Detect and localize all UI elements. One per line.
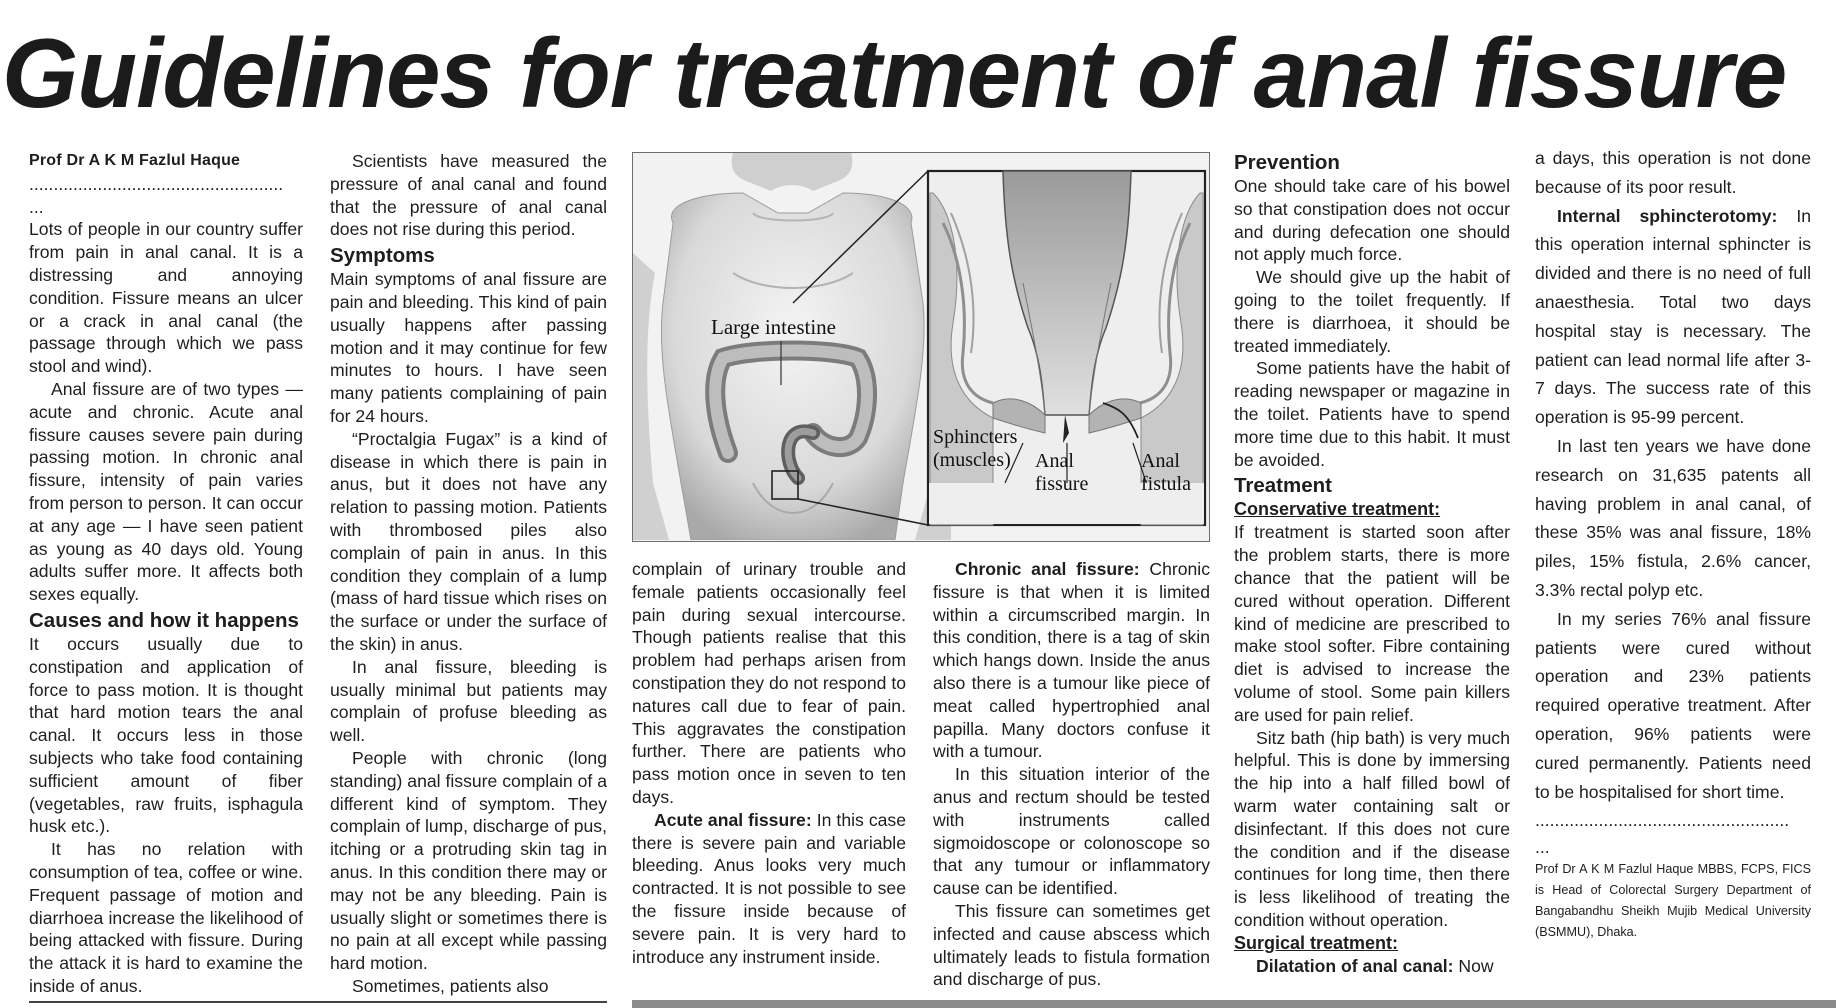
paragraph-text: Now xyxy=(1453,955,1494,976)
paragraph-text: In this case there is severe pain and variable bleeding. Anus looks very much contracted. It is not possible to see the fissure inside because of severe pain. It is very hard to introduce any instrument inside. xyxy=(632,809,906,967)
paragraph: It occurs usually due to constipation and application of force to pass motion. It is thought that hard motion tears the anal canal. It occurs less in those subjects who take food containing sufficient amount of fiber (vegetables, raw fruits, isphagula husk etc.). xyxy=(29,633,303,837)
column-2 xyxy=(330,150,607,998)
label-anal-fissure: Anal xyxy=(1035,450,1074,472)
label-anal-fistula: Anal xyxy=(1141,450,1180,472)
paragraph: Anal fissure are of two types — acute and chronic. Acute anal fissure causes severe pain during passing motion. In chronic anal fissure, intensity of pain varies from person to person. It can occur at any age — I have seen patient as young as 40 days old. Young adults suffer more. It affects both sexes equally. xyxy=(29,378,303,605)
dotted-separator: .................................................... xyxy=(29,173,284,194)
author-bio: Prof Dr A K M Fazlul Haque MBBS, FCPS, FICS is Head of Colorectal Surgery Department of Bangabandhu Sheikh Mujib Medical University (BSMMU), Dhaka. xyxy=(1535,862,1811,940)
paragraph-chronic xyxy=(933,558,1210,763)
paragraph: In last ten years we have done research on 31,635 patents all having problem in anal canal, of these 35% was anal fissure, 18% piles, 15% fistula, 2.6% cancer, 3.3% rectal polyp etc. xyxy=(1535,435,1811,600)
column-3 xyxy=(632,558,906,968)
paragraph: People with chronic (long standing) anal fissure complain of a different kind of symptom. They complain of lump, discharge of pus, itching or a protruding skin tag in anus. In this condition there may or may not be any bleeding. Pain is usually slight or sometimes there is no pain at all except while passing hard motion. xyxy=(330,747,607,974)
dotted-separator-tail: ... xyxy=(29,196,44,217)
byline: Prof Dr A K M Fazlul Haque xyxy=(29,152,241,169)
subheading-symptoms: Symptoms xyxy=(330,244,435,268)
subheading-treatment: Treatment xyxy=(1234,474,1332,498)
subheading-causes: Causes and how it happens xyxy=(29,608,299,632)
inline-heading-acute: Acute anal fissure: xyxy=(654,809,812,830)
dotted-separator-tail: ... xyxy=(1535,837,1550,858)
paragraph: Scientists have measured the pressure of anal canal and found that the pressure of anal canal does not rise during this period. xyxy=(330,151,607,240)
subheading-prevention: Prevention xyxy=(1234,151,1340,174)
paragraph-text: In this operation internal sphincter is divided and there is no need of full anaesthesia. Total two days hospital stay is necessary. The patient can lead normal life after 3-7 days. The success rate of this operation is 95-99 percent. xyxy=(1535,205,1812,428)
paragraph-acute xyxy=(632,809,906,969)
paragraph: One should take care of his bowel so that constipation does not occur and during defecation one should not apply much force. xyxy=(1234,176,1510,265)
anatomy-figure xyxy=(632,152,1210,542)
column-6 xyxy=(1535,144,1811,943)
paragraph: Some patients have the habit of reading newspaper or magazine in the toilet. Patients have to spend more time due to this habit. It must be avoided. xyxy=(1234,358,1510,470)
paragraph-text: Chronic fissure is that when it is limited within a circumscribed margin. In this condition, there is a tag of skin which hangs down. Inside the anus also there is a tumour like piece of meat called hypertrophied anal papilla. Many doctors confuse it with a tumour. xyxy=(933,559,1210,762)
paragraph: a days, this operation is not done because of its poor result. xyxy=(1535,148,1811,197)
inline-heading-dilatation: Dilatation of anal canal: xyxy=(1256,955,1454,976)
subheading-surgical: Surgical treatment: xyxy=(1234,932,1399,953)
label-sphincters-sub: (muscles) xyxy=(933,449,1011,471)
paragraph-dilatation xyxy=(1234,955,1510,978)
paragraph: This fissure can sometimes get infected and cause abscess which ultimately leads to fistula formation and discharge of pus. xyxy=(933,900,1210,990)
column-5 xyxy=(1234,148,1510,978)
paragraph: In my series 76% anal fissure patients were cured without operation and 23% patients required operative treatment. After operation, 96% patients were cured permanently. Patients need to be hospitalised for short time. xyxy=(1535,608,1811,802)
headline: Guidelines for treatment of anal fissure xyxy=(2,18,1787,128)
label-sphincters: Sphincters xyxy=(933,426,1018,448)
paragraph: Sitz bath (hip bath) is very much helpful. This is done by immersing the hip into a half filled bowl of warm water containing salt or disinfectant. If this does not cure the condition and if the disease continues for long time, then there is less likelihood of treating the condition without operation. xyxy=(1234,727,1510,930)
paragraph: complain of urinary trouble and female patients occasionally feel pain during sexual intercourse. Though patients realise that this problem had perhaps arisen from constipation they do not respond to natures call due to fear of pain. This aggravates the constipation further. There are patients who pass motion once in seven to ten days. xyxy=(632,559,906,807)
label-anal-fistula-sub: fistula xyxy=(1141,473,1191,495)
paragraph-sphincterotomy xyxy=(1535,202,1811,432)
paragraph: In this situation interior of the anus and rectum should be tested with instruments called sigmoidoscope or colonoscope so that any tumour or inflammatory cause can be identified. xyxy=(933,764,1210,899)
label-anal-fissure-sub: fissure xyxy=(1035,473,1089,495)
label-large-intestine: Large intestine xyxy=(711,315,836,339)
subheading-conservative: Conservative treatment: xyxy=(1234,499,1441,520)
inline-heading-sphincterotomy: Internal sphincterotomy: xyxy=(1557,205,1778,226)
paragraph: If treatment is started soon after the problem starts, there is more chance that the patient will be cured without operation. Different kind of medicine are prescribed to make stool softer. Fibre containing diet is advised to increase the volume of stool. Some pain killers are used for pain relief. xyxy=(1234,522,1510,725)
anatomy-illustration xyxy=(633,153,1208,540)
bottom-rule xyxy=(29,1001,607,1003)
inline-heading-chronic: Chronic anal fissure: xyxy=(955,559,1140,579)
paragraph: “Proctalgia Fugax” is a kind of disease in which there is pain in anus, but it does not have any relation to passing motion. Patients with thrombosed piles also complain of pain in anus. In this condition they complain of a lump (mass of hard tissue which rises on the surface or under the surface of the skin) in anus. xyxy=(330,428,607,654)
cross-section-panel xyxy=(928,171,1205,525)
bottom-gray-bar xyxy=(632,1000,1836,1008)
dotted-separator: .................................................... xyxy=(1535,810,1790,831)
paragraph: Sometimes, patients also xyxy=(352,975,549,996)
paragraph: Lots of people in our country suffer from pain in anal canal. It is a distressing and annoying condition. Fissure means an ulcer or a crack in anal canal (the passage through which we pass stool and wind). xyxy=(29,219,303,377)
paragraph: In anal fissure, bleeding is usually minimal but patients may complain of profuse bleeding as well. xyxy=(330,656,607,746)
paragraph: It has no relation with consumption of tea, coffee or wine. Frequent passage of motion and diarrhoea increase the likelihood of being attacked with fissure. During the attack it is hard to examine the inside of anus. xyxy=(29,839,303,996)
column-1 xyxy=(29,150,303,998)
paragraph: Main symptoms of anal fissure are pain and bleeding. This kind of pain usually happens after passing motion and it may continue for few minutes to hours. I have seen many patients complaining of pain for 24 hours. xyxy=(330,269,607,426)
paragraph: We should give up the habit of going to the toilet frequently. If there is diarrhoea, it should be treated immediately. xyxy=(1234,267,1510,356)
column-4 xyxy=(933,558,1210,991)
